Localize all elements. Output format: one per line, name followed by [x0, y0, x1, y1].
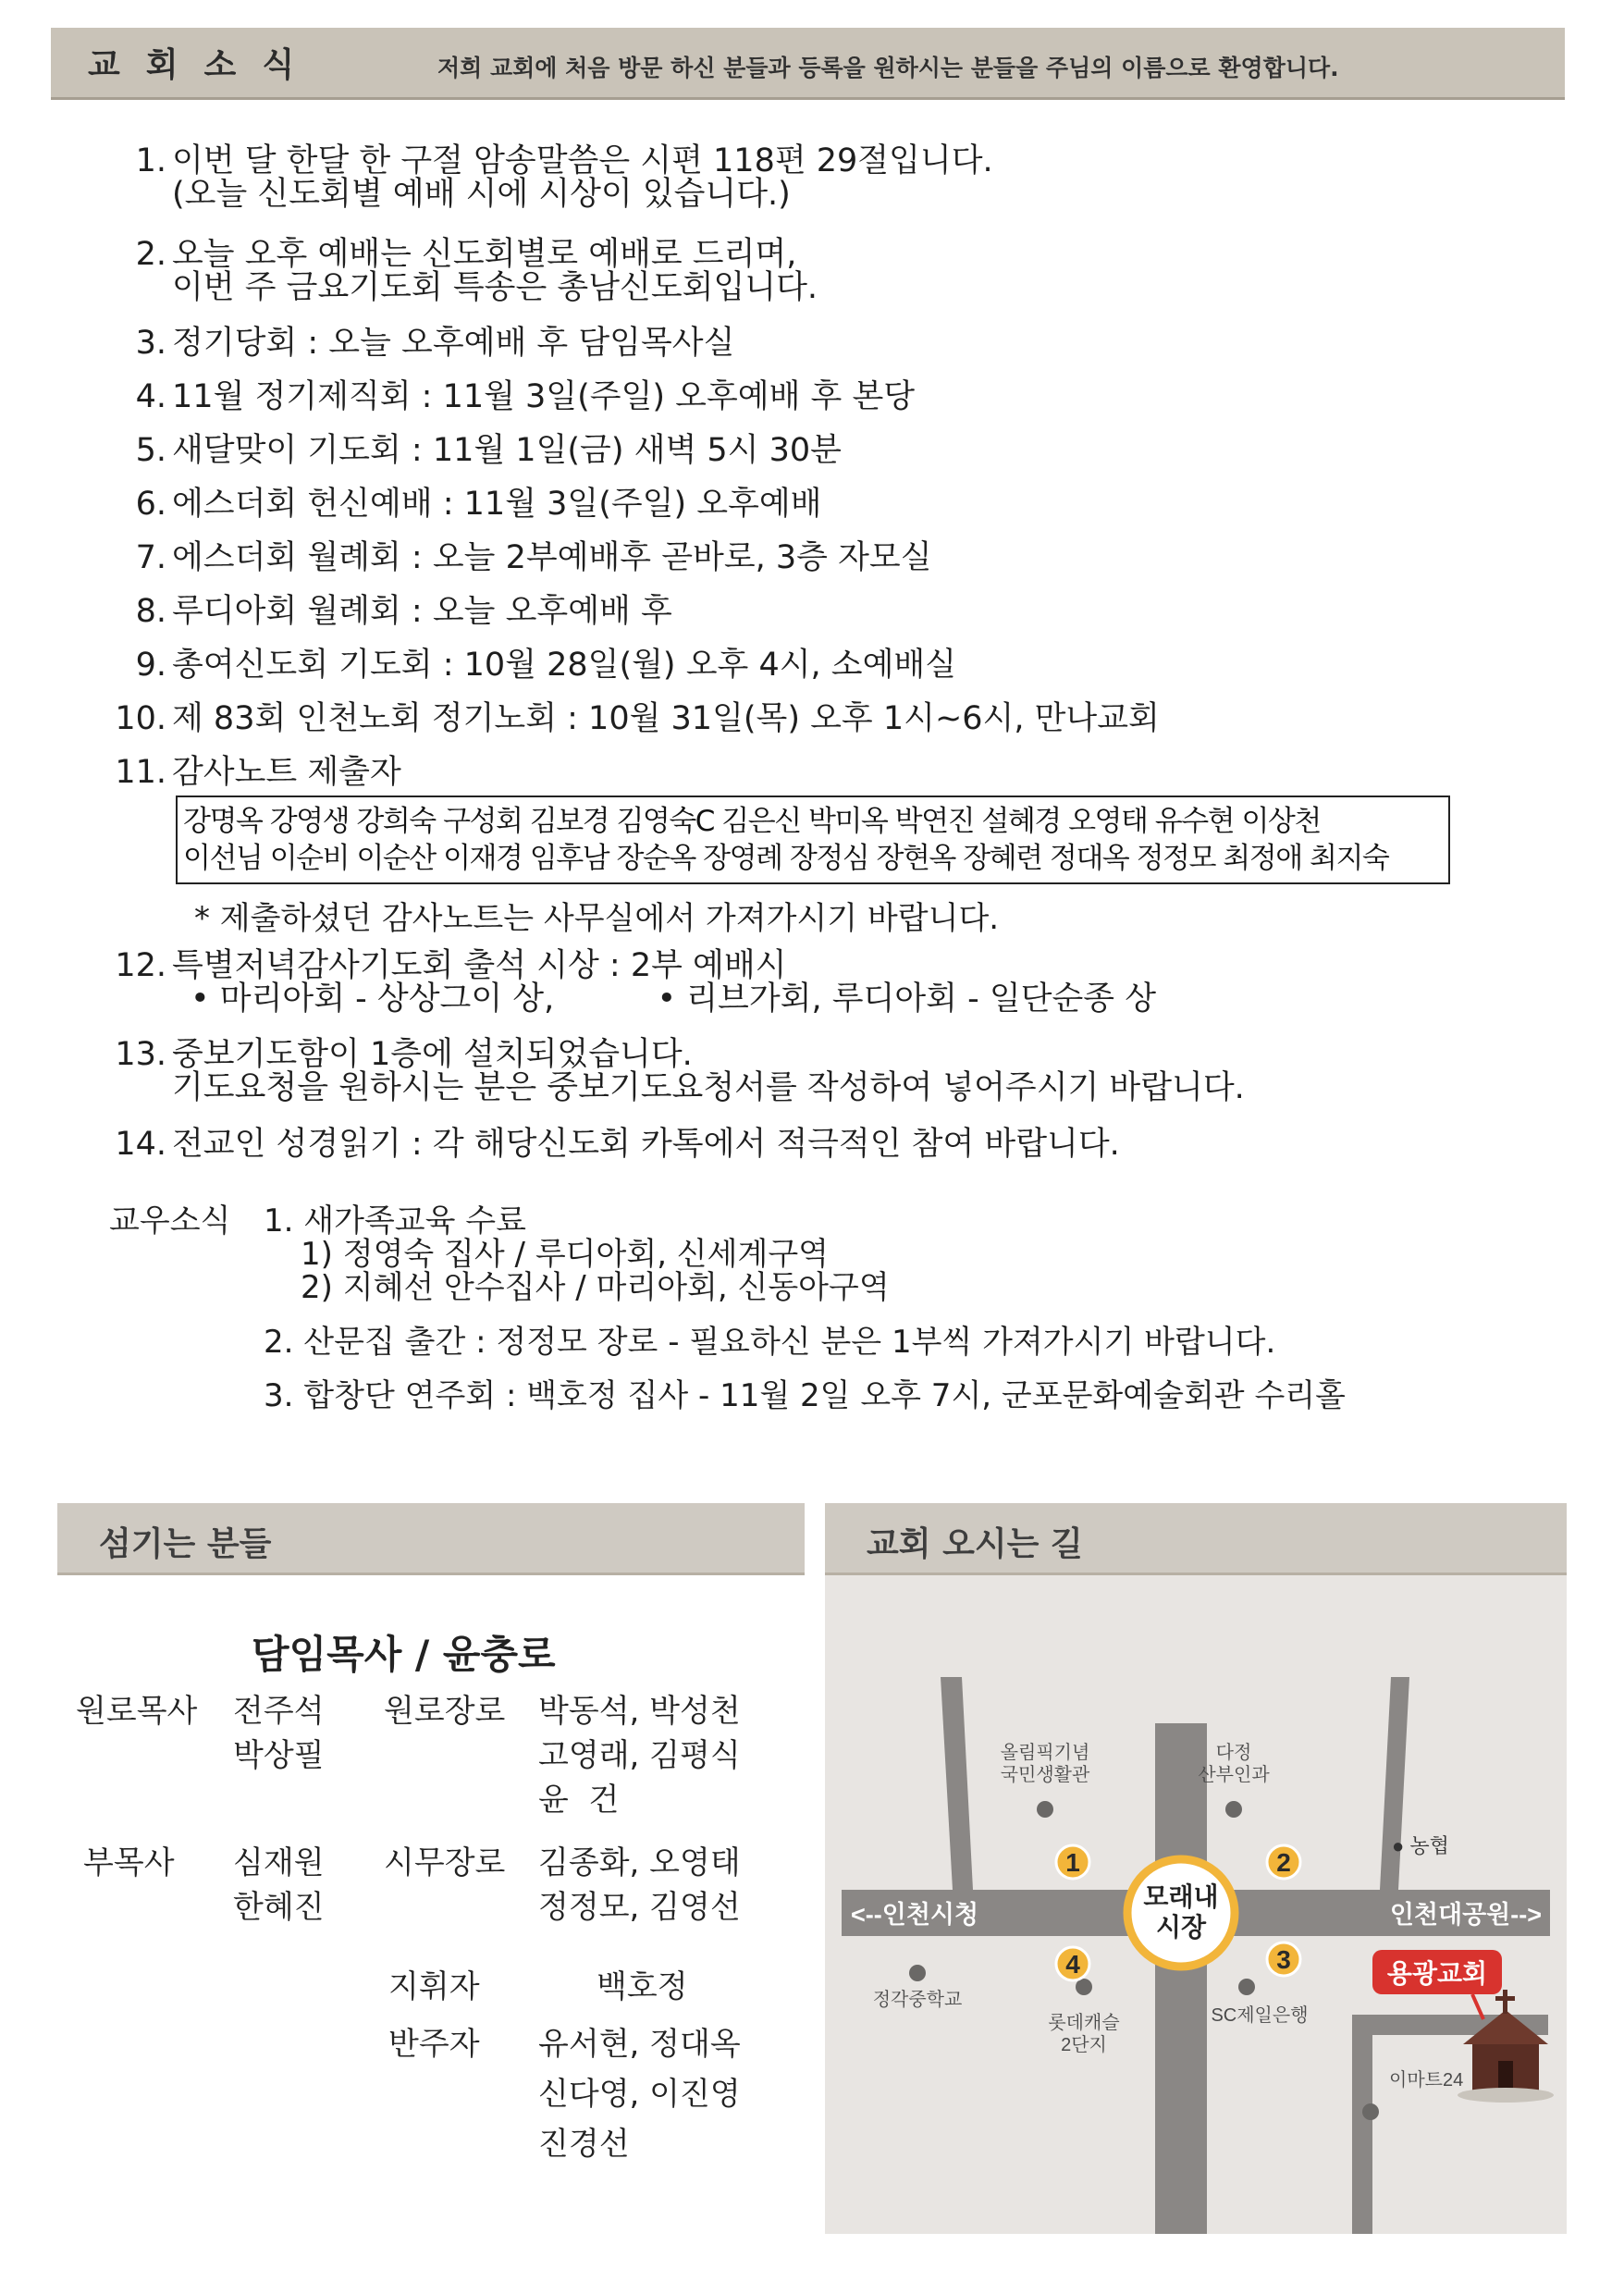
emeritus-elder-names-1: 박동석, 박성천 [538, 1693, 741, 1730]
news-header [51, 28, 1565, 100]
staff-header [57, 1503, 805, 1575]
olympic-center-label-1: 올림픽기념 [1000, 1743, 1090, 1763]
exit-4-label: 4 [1065, 1950, 1080, 1979]
church-label: 용광교회 [1386, 1959, 1488, 1988]
members-news-item-1: 1. 새가족교육 수료 [264, 1202, 526, 1240]
welcome-message: 저희 교회에 처음 방문 하신 분들과 등록을 원하시는 분들을 주님의 이름으로 환영합니다. [437, 55, 1339, 81]
olympic-center-marker [1037, 1801, 1053, 1818]
elder-label: 시무장로 [384, 1844, 506, 1881]
associate-pastor-name-1: 심재원 [233, 1844, 325, 1881]
bank-marker [1238, 1979, 1255, 1995]
thanks-names-row-1: 강명옥 강영생 강희숙 구성회 김보경 김영숙C 김은신 박미옥 박연진 설혜경 오영태 유수현 이상천 [183, 805, 1321, 838]
emeritus-elder-names-3: 윤 건 [538, 1782, 620, 1819]
thanks-names-row-2: 이선님 이순비 이순산 이재경 임후남 장순옥 장영례 장정심 장현옥 장혜련 정대옥 정정모 최정애 최지숙 [183, 842, 1389, 875]
thanks-note-footnote: * 제출하셨던 감사노트는 사무실에서 가져가시기 바랍니다. [194, 900, 1000, 937]
main-vertical-road [1155, 1723, 1207, 2234]
clinic-label-1: 다정 [1215, 1743, 1252, 1763]
accompanist-names-1: 유서현, 정대옥 [538, 2026, 741, 2063]
emeritus-pastor-label: 원로목사 [76, 1693, 198, 1730]
clinic-label-2: 산부인과 [1198, 1765, 1270, 1785]
emeritus-pastor-name-1: 전주석 [233, 1693, 325, 1730]
clinic-marker [1225, 1801, 1242, 1818]
members-news-subitem-2: 2) 지혜선 안수집사 / 마리아회, 신동아구역 [301, 1269, 890, 1306]
emeritus-elder-label: 원로장로 [384, 1693, 506, 1730]
side-street [1352, 2015, 1372, 2234]
right-direction-label: 인천대공원--> [1389, 1901, 1542, 1929]
emeritus-elder-names-2: 고영래, 김평식 [538, 1737, 741, 1774]
elder-names-1: 김종화, 오영태 [538, 1844, 741, 1881]
emart-label: 이마트24 [1389, 2070, 1464, 2090]
bank-label: SC제일은행 [1211, 2005, 1309, 2026]
exit-2-label: 2 [1276, 1848, 1291, 1877]
emeritus-pastor-name-2: 박상필 [233, 1737, 325, 1774]
news-title: 교회소식 [88, 46, 321, 84]
left-direction-label: <--인천시청 [851, 1901, 979, 1929]
accompanist-names-3: 진경선 [538, 2126, 630, 2163]
school-label: 정각중학교 [872, 1990, 963, 2010]
associate-pastor-name-2: 한혜진 [233, 1889, 325, 1926]
directions-header [825, 1503, 1567, 1575]
senior-pastor: 담임목사 / 윤충로 [252, 1632, 556, 1677]
olympic-center-label-2: 국민생활관 [1000, 1765, 1090, 1785]
accompanist-names-2: 신다영, 이진영 [538, 2076, 741, 2113]
market-label-2: 시장 [1155, 1913, 1207, 1942]
staff-header-label: 섬기는 분들 [99, 1525, 272, 1563]
exit-3-label: 3 [1276, 1945, 1291, 1974]
exit-1-label: 1 [1065, 1848, 1080, 1877]
thanks-note-names-box [176, 796, 1450, 884]
members-news-subitem-1: 1) 정영숙 집사 / 루디아회, 신세계구역 [301, 1236, 830, 1273]
elder-names-2: 정정모, 김영선 [538, 1889, 741, 1926]
lotte-marker [1076, 1979, 1092, 1995]
members-news-label: 교우소식 [109, 1202, 231, 1240]
lotte-label-2: 2단지 [1061, 2035, 1107, 2055]
members-news-item-2: 2. 산문집 출간 : 정정모 장로 - 필요하신 분은 1부씩 가져가시기 바랍니다. [264, 1324, 1276, 1361]
market-label-1: 모래내 [1143, 1882, 1219, 1911]
accompanist-label: 반주자 [388, 2026, 480, 2063]
associate-pastor-label: 부목사 [83, 1844, 175, 1881]
members-news-item-3: 3. 합창단 연주회 : 백호정 집사 - 11월 2일 오후 7시, 군포문화예술회관 수리홀 [264, 1377, 1346, 1414]
emart-marker [1362, 2103, 1379, 2120]
directions-panel [825, 1503, 1567, 2234]
lotte-label-1: 롯데캐슬 [1048, 2013, 1120, 2033]
nonghyup-label: ● 농협 [1392, 1834, 1449, 1857]
directions-header-label: 교회 오시는 길 [867, 1525, 1083, 1563]
directions-map [825, 1575, 1567, 2234]
school-marker [909, 1965, 926, 1981]
conductor-label: 지휘자 [388, 1968, 480, 2005]
conductor-name: 백호정 [597, 1968, 688, 2005]
